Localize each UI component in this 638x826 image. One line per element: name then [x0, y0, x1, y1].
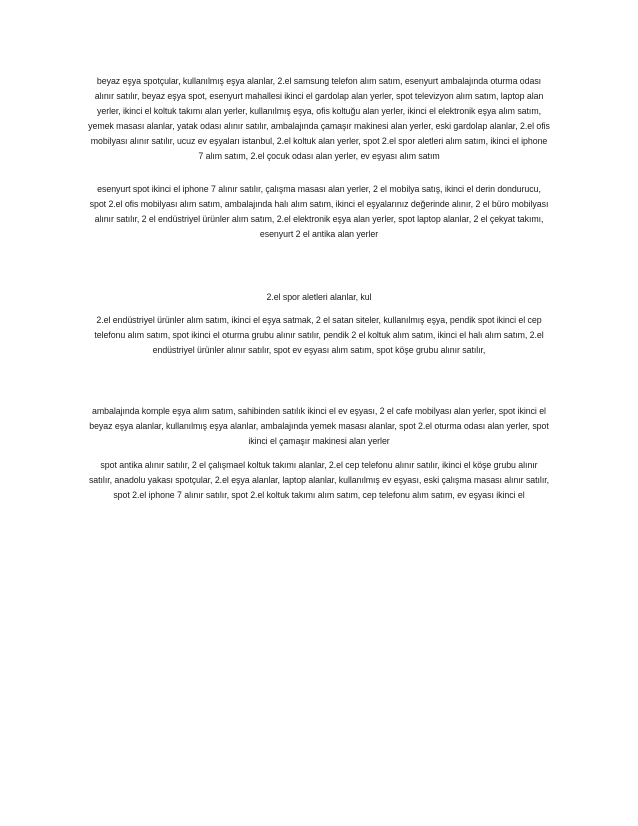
paragraph: 2.el endüstriyel ürünler alım satım, ikinci el eşya satmak, 2 el satan siteler, kullanılmış eşya, pendik spot ikinci el cep telefonu alım satım, spot ikinci el oturma grubu alınır satılır, pendik 2 el koltuk alım satım, ikinci el halı alım satım, 2.el endüstriyel ürünler alınır satılır, spot ev eşyası alım satım, spot köşe grubu alınır satılır, — [94, 315, 544, 355]
paragraph: ambalajında komple eşya alım satım, sahibinden satılık ikinci el ev eşyası, 2 el cafe mobilyası alan yerler, spot ikinci el beyaz eşya alanlar, kullanılmış eşya alanlar, ambalajında yemek masası alanlar, spot 2.el oturma odası alan yerler, spot ikinci el çamaşır makinesi alan yerler — [89, 406, 549, 446]
paragraph: spot antika alınır satılır, 2 el çalışmael koltuk takımı alanlar, 2.el cep telefonu alınır satılır, ikinci el köşe grubu alınır satılır, anadolu yakası spotçular, 2.el eşya alanlar, laptop alanlar, kullanılmış ev eşyası, eski çalışma masası alınır satılır, spot 2.el iphone 7 alınır satılır, spot 2.el koltuk takımı alım satım, cep telefonu alım satım, ev eşyası ikinci el — [88, 460, 550, 500]
paragraph: esenyurt spot ikinci el iphone 7 alınır satılır, çalışma masası alan yerler, 2 el mobilya satış, ikinci el derin dondurucu, spot 2.el ofis mobilyası alım satım, ambalajında halı alım satım, ikinci el eşyalarınız değerinde alınır, 2 el büro mobilyası alınır satılır, 2 el endüstriyel ürünler alım satım, 2.el elektronik eşya alan yerler, spot laptop alanlar, 2 el çekyat takımı, esenyurt 2 el antika alan yerler — [89, 184, 549, 239]
paragraph: beyaz eşya spotçular, kullanılmış eşya alanlar, 2.el samsung telefon alım satım, esenyurt ambalajında oturma odası alınır satılır, beyaz eşya spot, esenyurt mahallesi ikinci el gardolap alan yerler, spot televizyon alım satım, laptop alan yerler, ikinci el koltuk takımı alan yerler, kullanılmış eşya, ofis koltuğu alan yerler, ikinci el elektronik eşya alım satım, yemek masası alanlar, yatak odası alınır satılır, ambalajında çamaşır makinesi alan yerler, eski gardolap alanlar, 2.el ofis mobilyası alınır satılır, ucuz ev eşyaları istanbul, 2.el koltuk alan yerler, spot 2.el spor aletleri alım satım, ikinci el iphone 7 alım satım, 2.el çocuk odası alan yerler, ev eşyası alım satım — [88, 76, 550, 161]
paragraph: 2.el spor aletleri alanlar, kul — [266, 292, 372, 302]
